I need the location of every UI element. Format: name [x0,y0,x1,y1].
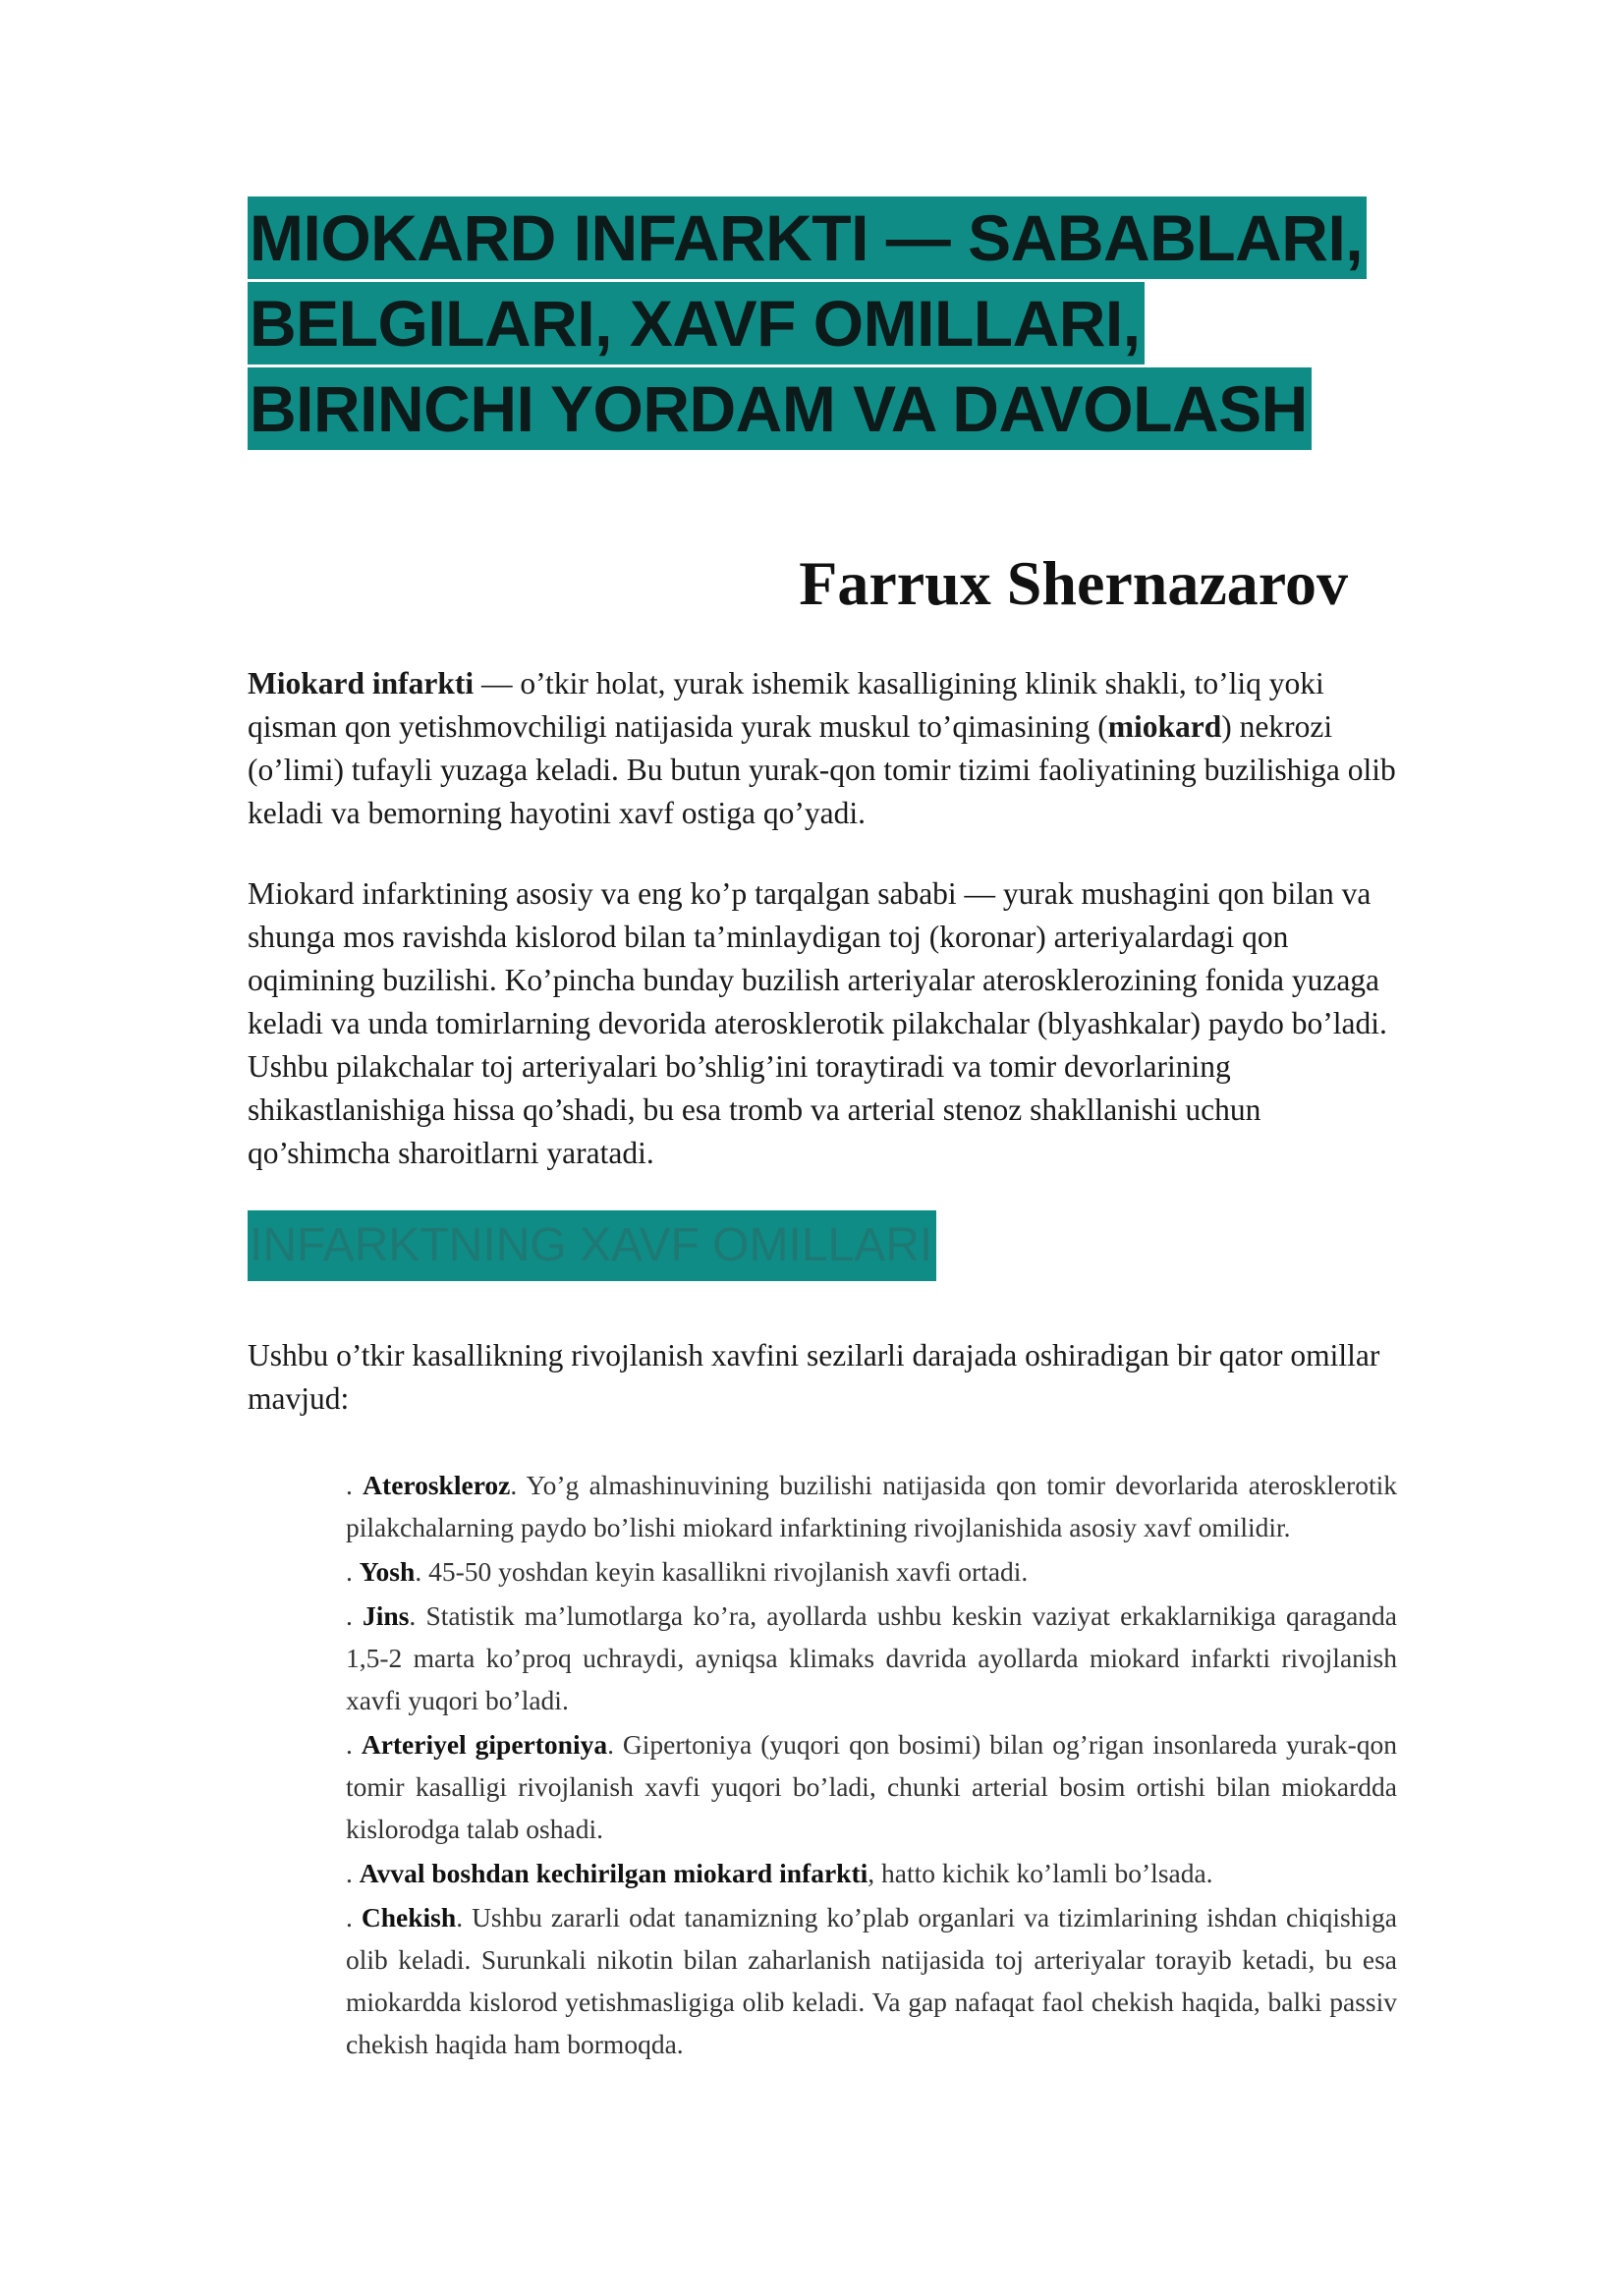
risk-factor-text: . Yo’g almashinuvining buzilishi natijasida qon tomir devorlarida aterosklerotik pilakchalarning paydo bo’lishi miokard infarktining rivojlanishida asosiy xavf omilidir. [346,1470,1397,1542]
risk-factor-text: . Ushbu zararli odat tanamizning ko’plab organlari va tizimlarining ishdan chiqishiga olib keladi. Surunkali nikotin bilan zaharlanish natijasida toj arteriyalar torayib ketadi, bu esa miokardda kislorod yetishmasligiga olib keladi. Va gap nafaqat faol chekish haqida, balki passiv chekish haqida ham bormoqda. [346,1902,1398,2059]
document-title [248,196,1427,453]
risk-intro-paragraph: Ushbu o’tkir kasallikning rivojlanish xavfini sezilarli darajada oshiradigan bir qator omillar mavjud: [248,1338,1380,1416]
risk-factor-name: Arteriyel gipertoniya [361,1729,608,1760]
risk-factor-list [346,1464,1397,2067]
list-bullet: . [346,1729,362,1760]
list-bullet: . [346,1470,364,1500]
author-name: Farrux Shernazarov [799,548,1348,618]
list-bullet: . [346,1902,362,1932]
risk-factor-text: . 45-50 yoshdan keyin kasallikni rivojlanish xavfi ortadi. [415,1556,1029,1587]
title-line: MIOKARD INFARKTI — SABABLARI, [248,196,1367,279]
list-item [346,1896,1397,2065]
title-line: BELGILARI, XAVF OMILLARI, [248,282,1145,364]
list-item [346,1464,1397,1548]
list-bullet: . [346,1858,360,1888]
list-item [346,1723,1397,1850]
list-bullet: . [346,1600,364,1631]
title-line: BIRINCHI YORDAM VA DAVOLASH [248,367,1312,450]
cause-paragraph: Miokard infarktining asosiy va eng ko’p tarqalgan sababi — yurak mushagini qon bilan va shunga mos ravishda kislorod bilan ta’minlaydigan toj (koronar) arteriyalardagi qon oqimining buzilishi. Ko’pincha bunday buzilish arteriyalar aterosklerozining fonida yuzaga keladi va unda tomirlarning devorida aterosklerotik pilakchalar (blyashkalar) paydo bo’ladi. Ushbu pilakchalar toj arteriyalari bo’shlig’ini toraytiradi va tomir devorlarining shikastlanishiga hissa qo’shadi, bu esa tromb va arterial stenoz shakllanishi uchun qo’shimcha sharoitlarni yaratadi. [248,876,1387,1170]
risk-factor-text: , hatto kichik ko’lamli bo’lsada. [868,1858,1213,1888]
intro-term-miokard: miokard [1107,709,1222,744]
list-item [346,1595,1397,1721]
risk-factor-text: . Statistik ma’lumotlarga ko’ra, ayollarda ushbu keskin vaziyat erkaklarnikiga qaraganda 1,5-2 marta ko’proq uchraydi, ayniqsa klimaks davrida ayollarda miokard infarkti rivojlanish xavfi yuqori bo’ladi. [346,1600,1398,1715]
list-item [346,1550,1397,1593]
section-heading: INFARKTNING XAVF OMILLARI [248,1210,936,1281]
risk-factor-name: Avval boshdan kechirilgan miokard infarkti [359,1858,868,1888]
intro-text-a: — o’tkir holat, yurak ishemik kasalligining klinik shakli, to’liq yoki qisman qon yetishmovchiligi natijasida yurak muskul to’qimasining ( [248,666,1324,744]
list-item [346,1852,1397,1894]
risk-factor-name: Chekish [361,1902,457,1932]
risk-factor-name: Ateroskleroz [363,1470,511,1500]
intro-text-b: ) nekrozi (o’limi) tufayli yuzaga keladi. Bu butun yurak-qon tomir tizimi faoliyatining buzilishiga olib keladi va bemorning hayotini xavf ostiga qo’yadi. [248,709,1396,830]
intro-term: Miokard infarkti [248,666,475,700]
risk-factor-name: Jins [363,1600,410,1631]
risk-factor-text: . Gipertoniya (yuqori qon bosimi) bilan og’rigan insonlareda yurak-qon tomir kasalligi rivojlanish xavfi yuqori bo’ladi, chunki arterial bosim ortishi bilan miokardda kislorodga talab oshadi. [346,1729,1398,1844]
intro-paragraph [248,662,1397,835]
list-bullet: . [346,1556,360,1587]
risk-factor-name: Yosh [359,1556,416,1587]
